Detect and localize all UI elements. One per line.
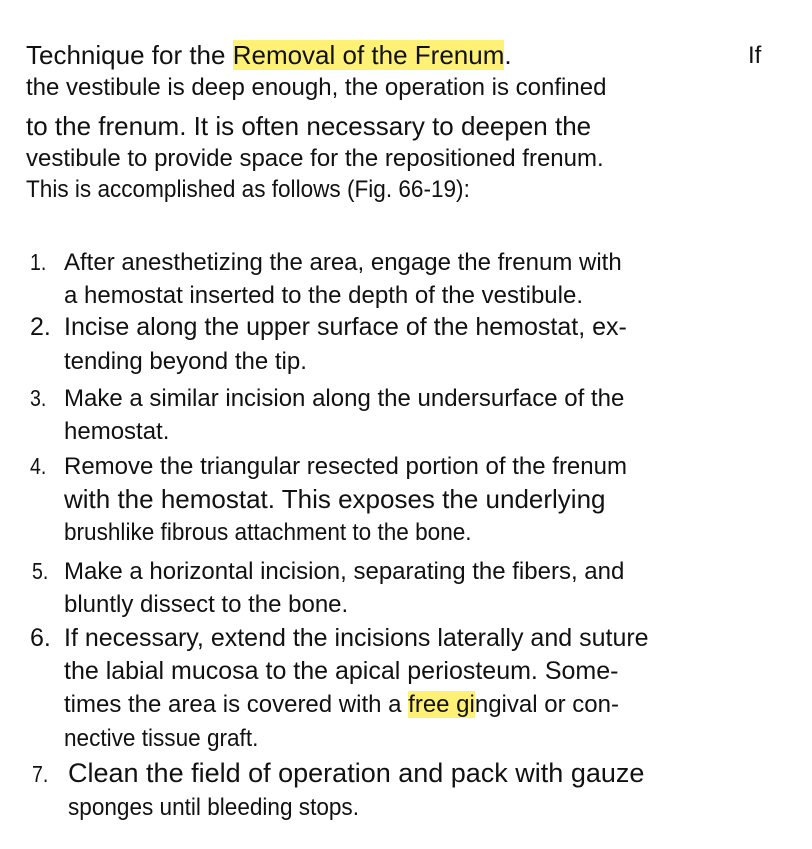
step-1-line-2: a hemostat inserted to the depth of the vestibule. — [64, 282, 583, 309]
free-gingival-highlight: free gi — [408, 691, 475, 718]
step-6-line-3-post: ngival or con- — [474, 691, 619, 718]
step-6-line-3 — [64, 693, 619, 717]
intro-line-1 — [26, 42, 512, 68]
step-5-number: 5. — [32, 558, 49, 584]
intro-line-2: the vestibule is deep enough, the operation is confined — [26, 74, 607, 101]
intro-period: . — [504, 40, 512, 70]
step-4-line-1: Remove the triangular resected portion of the frenum — [64, 453, 627, 480]
step-2-number: 2. — [30, 313, 51, 341]
heading-highlight: Removal of the Frenum — [232, 40, 505, 70]
step-6-line-2: the labial mucosa to the apical periosteum. Some- — [64, 657, 619, 685]
intro-trail: If — [748, 42, 762, 69]
step-2-line-2: tending beyond the tip. — [64, 348, 307, 375]
step-3-line-2: hemostat. — [64, 418, 170, 445]
step-4-line-3: brushlike fibrous attachment to the bone. — [64, 519, 472, 546]
step-5-line-2: bluntly dissect to the bone. — [64, 591, 349, 618]
intro-lead: Technique for the — [26, 40, 233, 70]
step-4-number: 4. — [30, 453, 47, 479]
step-7-number: 7. — [32, 761, 49, 787]
step-5-line-1: Make a horizontal incision, separating the fibers, and — [64, 558, 625, 585]
step-4-line-2: with the hemostat. This exposes the underlying — [64, 484, 606, 514]
step-6-line-4: nective tissue graft. — [64, 725, 259, 752]
step-6-line-1: If necessary, extend the incisions laterally and suture — [64, 624, 649, 652]
step-3-line-1: Make a similar incision along the undersurface of the — [64, 385, 625, 412]
intro-line-3: to the frenum. It is often necessary to deepen the — [26, 111, 592, 141]
step-3-number: 3. — [30, 385, 47, 411]
intro-line-4: vestibule to provide space for the repositioned frenum. — [26, 145, 604, 172]
step-6-line-3-pre: times the area is covered with a — [64, 691, 409, 718]
step-6-number: 6. — [30, 624, 51, 652]
step-7-line-1: Clean the field of operation and pack with gauze — [68, 758, 645, 788]
step-2-line-1: Incise along the upper surface of the hemostat, ex- — [64, 313, 627, 341]
step-1-number: 1. — [30, 249, 47, 275]
intro-line-5: This is accomplished as follows (Fig. 66-19): — [26, 176, 470, 203]
step-7-line-2: sponges until bleeding stops. — [68, 794, 359, 821]
step-1-line-1: After anesthetizing the area, engage the frenum with — [64, 249, 622, 276]
